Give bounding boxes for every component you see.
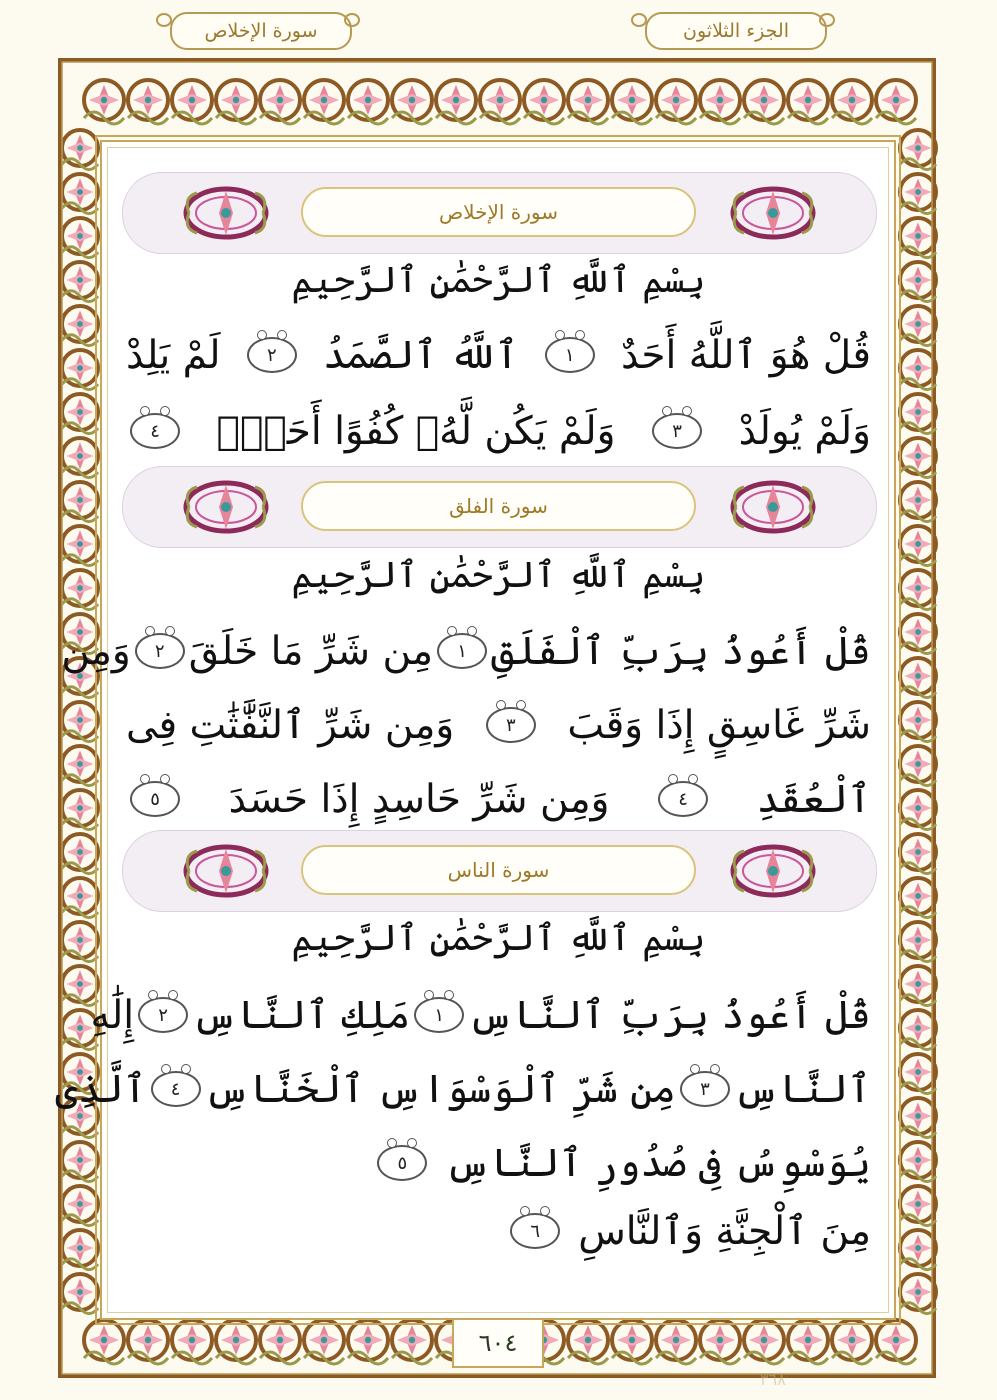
medallion-ornament-right: [728, 183, 818, 247]
medallion-ornament-left: [181, 841, 271, 905]
verse-text: قُلْ أَعُوذُ بِرَبِّ ٱلْفَلَقِ: [491, 628, 871, 674]
verse-text: ٱلَّذِى: [55, 1066, 147, 1112]
medallion-ornament-right: [728, 477, 818, 541]
ayah-number-marker: ٢: [138, 997, 188, 1033]
basmala: بِسْمِ ٱللَّهِ ٱلرَّحْمَٰنِ ٱلرَّحِيمِ: [291, 918, 706, 959]
surah-name-text: سورة الإخلاص: [204, 20, 318, 42]
verse-text: وَمِن شَرِّ حَاسِدٍ إِذَا حَسَدَ: [228, 776, 610, 822]
ayah-number-marker: ٥: [130, 781, 180, 817]
basmala: بِسْمِ ٱللَّهِ ٱلرَّحْمَٰنِ ٱلرَّحِيمِ: [291, 555, 706, 596]
verse-text: إِلَٰهِ: [90, 992, 135, 1038]
verse-text: قُلْ أَعُوذُ بِرَبِّ ٱلنَّاسِ: [468, 992, 871, 1038]
verse-line: [126, 692, 871, 758]
basmala: بِسْمِ ٱللَّهِ ٱلرَّحْمَٰنِ ٱلرَّحِيمِ: [291, 260, 706, 301]
verse-line: [55, 1056, 871, 1122]
ayah-number-marker: ١: [414, 997, 464, 1033]
verse-line: [126, 1130, 871, 1196]
ayah-number-marker: ٢: [247, 337, 297, 373]
ayah-number-marker: ٦: [510, 1213, 560, 1249]
ayah-number-marker: ٤: [658, 781, 708, 817]
ayah-number-marker: ٣: [680, 1071, 730, 1107]
verse-text: وَمِن شَرِّ ٱلنَّفَّٰثَٰتِ فِى: [126, 702, 455, 748]
verse-text: مِن شَرِّ ٱلْوَسْوَاسِ ٱلْخَنَّاسِ: [204, 1066, 676, 1112]
surah-title: سورة الفلق: [301, 481, 696, 531]
ayah-number-marker: ٤: [130, 413, 180, 449]
surah-title: سورة الإخلاص: [301, 187, 696, 237]
ayah-number-marker: ١: [437, 633, 487, 669]
ayah-number-marker: ١: [545, 337, 595, 373]
verse-text: لَمْ يَلِدْ: [126, 332, 221, 378]
verse-text: شَرِّ غَاسِقٍ إِذَا وَقَبَ: [567, 702, 871, 748]
verse-line: [126, 1198, 871, 1264]
verse-line: [126, 322, 871, 388]
ayah-number-marker: ٣: [486, 707, 536, 743]
ayah-number-marker: ٣: [652, 413, 702, 449]
medallion-ornament-left: [181, 183, 271, 247]
medallion-ornament-left: [181, 477, 271, 541]
verse-text: وَمِن: [61, 628, 131, 674]
surah-header-band: [122, 830, 877, 912]
verse-text: وَلَمْ يُولَدْ: [738, 408, 871, 454]
medallion-ornament-right: [728, 841, 818, 905]
verse-text: مَلِكِ ٱلنَّاسِ: [192, 992, 411, 1038]
surah-header-band: [122, 466, 877, 548]
page-number-text: ٦٠٤: [478, 1329, 518, 1357]
verse-text: ٱلنَّاسِ: [733, 1066, 871, 1112]
verse-text: قُلْ هُوَ ٱللَّهُ أَحَدٌ: [620, 332, 871, 378]
verse-line: [126, 398, 871, 464]
faint-page-mark: ٣٦٨: [760, 1370, 786, 1389]
ayah-number-marker: ٤: [151, 1071, 201, 1107]
verse-line: [61, 618, 871, 684]
verse-text: وَلَمْ يَكُن لَّهُۥ كُفُوًا أَحَدٌۢ: [216, 408, 616, 454]
verse-text: مِنَ ٱلْجِنَّةِ وَٱلنَّاسِ: [578, 1208, 871, 1254]
ayah-number-marker: ٢: [135, 633, 185, 669]
verse-line: [90, 982, 871, 1048]
verse-text: مِن شَرِّ مَا خَلَقَ: [188, 628, 434, 674]
verse-line: [126, 766, 871, 832]
verse-text: يُوَسْوِسُ فِى صُدُورِ ٱلنَّاسِ: [445, 1140, 871, 1186]
surah-title: سورة الناس: [301, 845, 696, 895]
juz-text: الجزء الثلاثون: [683, 20, 789, 42]
ayah-number-marker: ٥: [377, 1145, 427, 1181]
verse-text: ٱللَّهُ ٱلصَّمَدُ: [323, 332, 519, 378]
verse-text: ٱلْعُقَدِ: [756, 776, 871, 822]
surah-header-band: [122, 172, 877, 254]
page-number: [452, 1318, 544, 1368]
